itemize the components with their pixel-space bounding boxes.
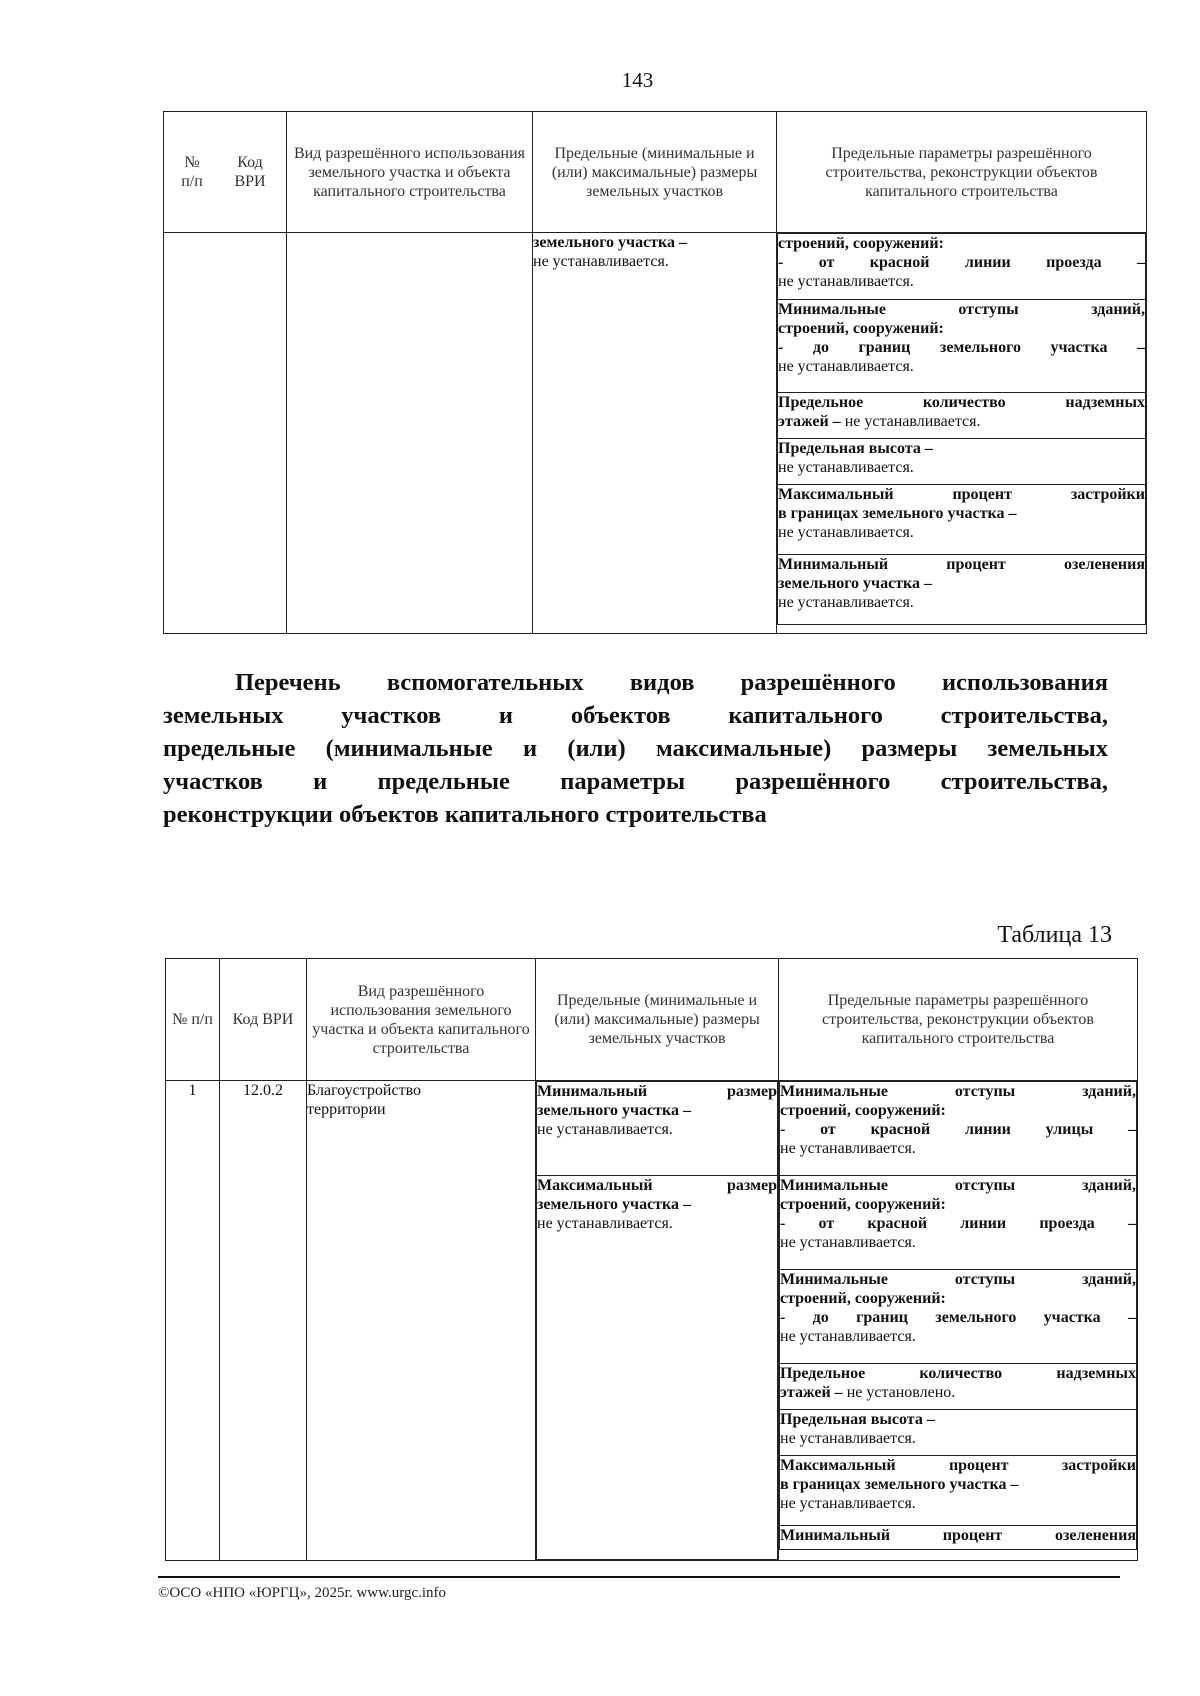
param-line: Максимальный процент застройки xyxy=(778,486,1145,503)
cell-params xyxy=(779,1081,1138,1561)
cell-sizes xyxy=(533,233,777,634)
param-line: строений, сооружений: xyxy=(778,235,944,252)
param-item xyxy=(780,1410,1137,1456)
param-line: Минимальные отступы зданий, xyxy=(780,1271,1136,1288)
param-value: не устанавливается. xyxy=(780,1430,916,1447)
param-value: не устанавливается. xyxy=(780,1234,916,1251)
size-line: земельного участка – xyxy=(537,1102,692,1119)
param-item xyxy=(780,1364,1137,1410)
cell-kind xyxy=(287,233,533,634)
size-line: земельного участка – xyxy=(537,1196,692,1213)
header-code: Код ВРИ xyxy=(220,959,307,1081)
param-value: не устанавливается. xyxy=(840,413,981,430)
param-line: Минимальные отступы зданий, xyxy=(780,1083,1136,1100)
cell-params xyxy=(777,233,1147,634)
table-13 xyxy=(165,958,1138,1561)
param-value: не устанавливается. xyxy=(780,1328,916,1345)
footer-divider xyxy=(158,1576,1120,1578)
param-value: не установлено. xyxy=(842,1384,956,1401)
param-line: строений, сооружений: xyxy=(780,1290,946,1307)
param-line: Минимальные отступы зданий, xyxy=(780,1177,1136,1194)
param-line: Предельное количество надземных xyxy=(780,1365,1136,1382)
table-header-row xyxy=(164,112,1147,233)
param-line: Максимальный процент застройки xyxy=(780,1457,1136,1474)
table-header-row xyxy=(166,959,1138,1081)
param-line: Предельная высота – xyxy=(780,1411,935,1428)
param-item xyxy=(778,393,1146,439)
header-params: Предельные параметры разрешённого строительства, реконструкции объектов капитального строительства xyxy=(779,959,1138,1081)
param-line: - до границ земельного участка – xyxy=(778,339,1145,356)
param-line: этажей – xyxy=(780,1384,843,1401)
param-item xyxy=(778,300,1146,393)
param-line: строений, сооружений: xyxy=(780,1196,946,1213)
size-bold: земельного участка – xyxy=(533,234,688,251)
size-item xyxy=(537,1176,778,1560)
param-value: не устанавливается. xyxy=(778,273,914,290)
param-item xyxy=(778,234,1146,300)
heading-line: участков и предельные параметры разрешённого строительства, xyxy=(163,768,1108,795)
page-number: 143 xyxy=(621,68,654,92)
param-line: в границах земельного участка – xyxy=(780,1476,1019,1493)
param-line: строений, сооружений: xyxy=(780,1102,946,1119)
param-line: - от красной линии улицы – xyxy=(780,1121,1136,1138)
header-num: № п/п xyxy=(166,959,220,1081)
size-item xyxy=(537,1082,778,1176)
cell-code: 12.0.2 xyxy=(220,1081,307,1561)
sizes-list xyxy=(536,1081,778,1560)
params-list xyxy=(777,233,1146,625)
header-num-code xyxy=(164,112,287,233)
param-line: - от красной линии проезда – xyxy=(778,254,1145,271)
footer-copyright: ©ОСО «НПО «ЮРГЦ», 2025г. www.urgc.info xyxy=(158,1585,447,1601)
param-line: Минимальный процент озеленения xyxy=(780,1527,1136,1544)
header-params: Предельные параметры разрешённого строительства, реконструкции объектов капитального строительства xyxy=(777,112,1147,233)
param-item xyxy=(780,1176,1137,1270)
header-code: Код ВРИ xyxy=(234,154,266,190)
cell-num-code xyxy=(164,233,287,634)
param-line: этажей – xyxy=(778,413,841,430)
param-value: не устанавливается. xyxy=(778,459,914,476)
cell-sizes xyxy=(536,1081,779,1561)
param-item xyxy=(778,555,1146,625)
heading-line: предельные (минимальные и (или) максимальные) размеры земельных xyxy=(163,735,1108,762)
continuation-table xyxy=(163,111,1147,634)
param-value: не устанавливается. xyxy=(778,358,914,375)
header-kind: Вид разрешённого использования земельного участка и объекта капитального строительства xyxy=(307,959,536,1081)
heading-line: Перечень вспомогательных видов разрешённого использования xyxy=(235,669,1108,696)
cell-num: 1 xyxy=(166,1081,220,1561)
table-row xyxy=(164,233,1147,634)
param-item xyxy=(778,485,1146,555)
header-kind: Вид разрешённого использования земельного участка и объекта капитального строительства xyxy=(287,112,533,233)
section-heading xyxy=(163,666,1108,831)
cell-kind: Благоустройство территории xyxy=(307,1081,536,1561)
header-num: № п/п xyxy=(181,154,203,190)
param-item xyxy=(780,1456,1137,1526)
size-normal: не устанавливается. xyxy=(533,253,669,270)
size-value: не устанавливается. xyxy=(537,1215,673,1232)
header-sizes: Предельные (минимальные и (или) максимальные) размеры земельных участков xyxy=(536,959,779,1081)
heading-line: реконструкции объектов капитального строительства xyxy=(163,801,767,828)
size-line: Минимальный размер xyxy=(537,1083,777,1100)
param-item xyxy=(780,1082,1137,1176)
param-item xyxy=(780,1270,1137,1364)
param-value: не устанавливается. xyxy=(778,594,914,611)
size-line: Максимальный размер xyxy=(537,1177,777,1194)
param-value: не устанавливается. xyxy=(780,1495,916,1512)
param-line: Минимальный процент озеленения xyxy=(778,556,1145,573)
param-line: земельного участка – xyxy=(778,575,933,592)
param-line: - до границ земельного участка – xyxy=(780,1309,1136,1326)
param-line: Предельное количество надземных xyxy=(778,394,1145,411)
param-item xyxy=(780,1526,1137,1550)
size-value: не устанавливается. xyxy=(537,1121,673,1138)
param-item xyxy=(778,439,1146,485)
param-line: строений, сооружений: xyxy=(778,320,944,337)
table-row xyxy=(166,1081,1138,1561)
param-line: - от красной линии проезда – xyxy=(780,1215,1136,1232)
heading-line: земельных участков и объектов капитального строительства, xyxy=(163,702,1108,729)
param-value: не устанавливается. xyxy=(780,1140,916,1157)
table-label: Таблица 13 xyxy=(997,922,1112,948)
param-line: в границах земельного участка – xyxy=(778,505,1017,522)
param-line: Минимальные отступы зданий, xyxy=(778,301,1145,318)
params-list xyxy=(779,1081,1137,1550)
header-sizes: Предельные (минимальные и (или) максимальные) размеры земельных участков xyxy=(533,112,777,233)
param-line: Предельная высота – xyxy=(778,440,933,457)
param-value: не устанавливается. xyxy=(778,524,914,541)
